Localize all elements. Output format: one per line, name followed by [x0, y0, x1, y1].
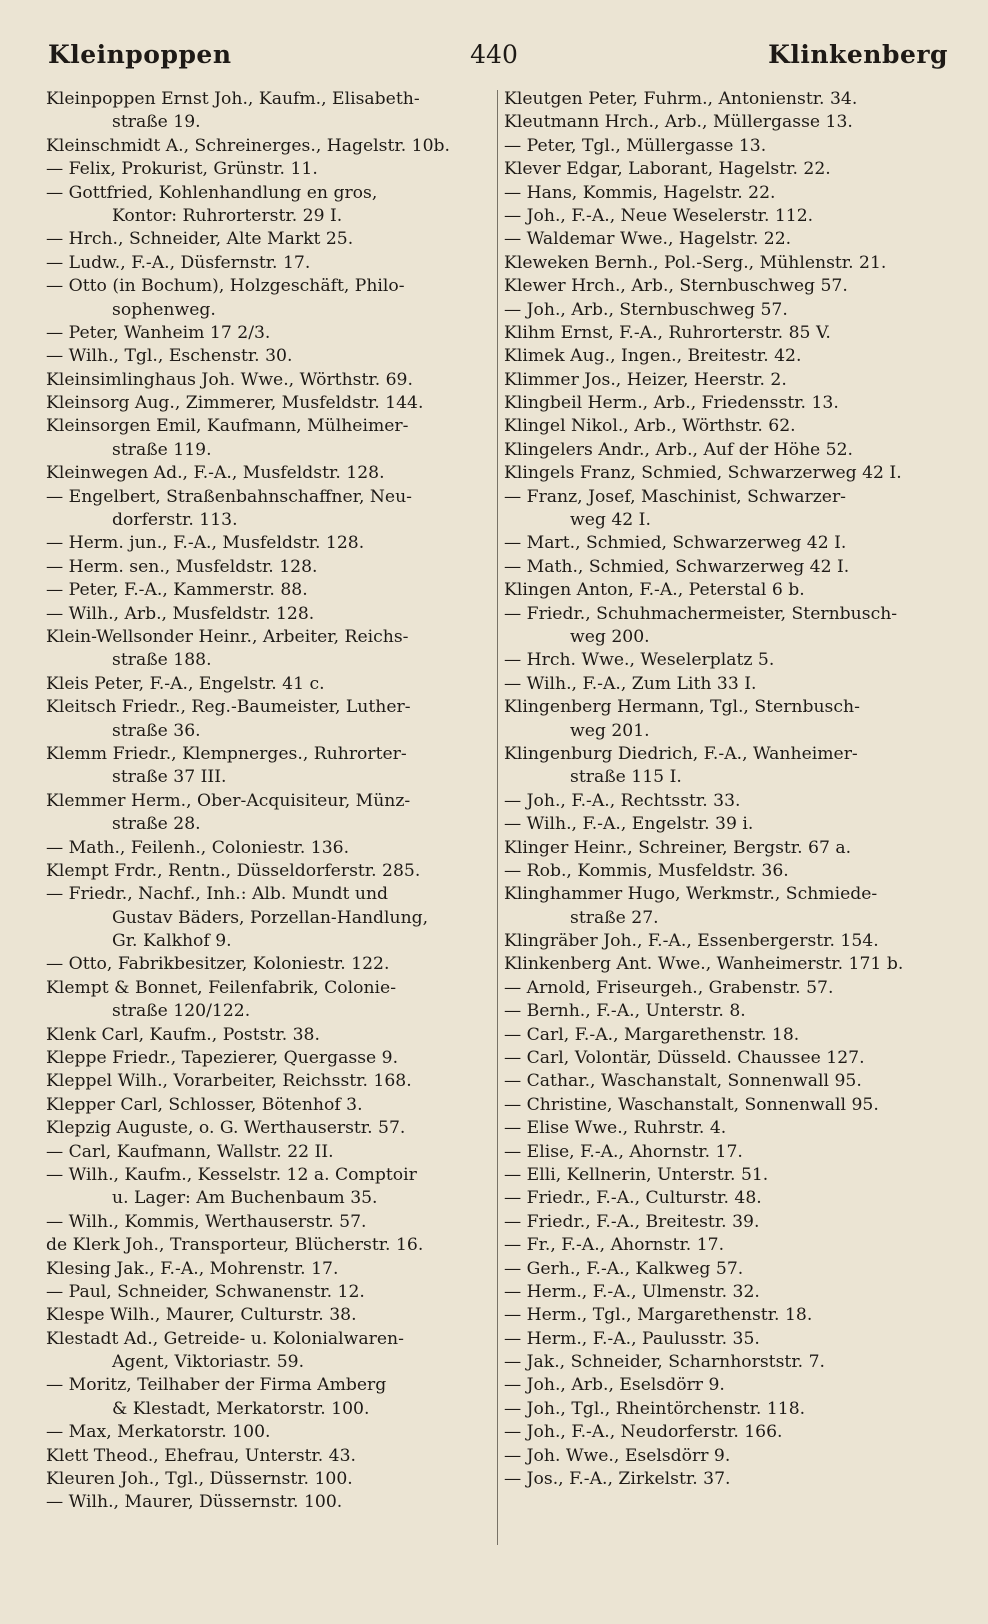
directory-entry-line: — Elise, F.-A., Ahornstr. 17.: [504, 1141, 743, 1162]
directory-entry-line: — Carl, Volontär, Düsseld. Chaussee 127.: [504, 1048, 865, 1069]
directory-entry-line: — Cathar., Waschanstalt, Sonnenwall 95.: [504, 1071, 862, 1092]
directory-entry-line: weg 201.: [570, 720, 650, 741]
directory-entry-line: — Otto (in Bochum), Holzgeschäft, Philo-: [46, 276, 405, 297]
directory-entry-line: — Elise Wwe., Ruhrstr. 4.: [504, 1118, 727, 1139]
directory-entry-line: — Joh., F.-A., Neue Weselerstr. 112.: [504, 205, 814, 226]
directory-entry-line: Klespe Wilh., Maurer, Culturstr. 38.: [46, 1305, 357, 1326]
directory-entry-line: Kleis Peter, F.-A., Engelstr. 41 c.: [46, 673, 325, 694]
page-header: [0, 40, 988, 80]
directory-entry-line: — Herm., F.-A., Ulmenstr. 32.: [504, 1281, 760, 1302]
directory-entry-line: — Math., Feilenh., Coloniestr. 136.: [46, 837, 350, 858]
directory-entry-line: Klever Edgar, Laborant, Hagelstr. 22.: [504, 159, 831, 180]
directory-entry-line: — Wilh., F.-A., Zum Lith 33 I.: [504, 673, 757, 694]
directory-entry-line: straße 19.: [112, 112, 201, 133]
directory-entry-line: Klemm Friedr., Klempnerges., Ruhrorter-: [46, 743, 407, 764]
directory-entry-line: — Bernh., F.-A., Unterstr. 8.: [504, 1001, 746, 1022]
directory-entry-line: & Klestadt, Merkatorstr. 100.: [112, 1398, 370, 1419]
directory-entry-line: straße 119.: [112, 439, 212, 460]
directory-entry-line: Agent, Viktoriastr. 59.: [112, 1352, 305, 1373]
directory-entry-line: Klingräber Joh., F.-A., Essenbergerstr. 154.: [504, 931, 879, 952]
directory-entry-line: — Christine, Waschanstalt, Sonnenwall 95.: [504, 1094, 879, 1115]
directory-entry-line: Klemmer Herm., Ober-Acquisiteur, Münz-: [46, 790, 411, 811]
directory-entry-line: — Gottfried, Kohlenhandlung en gros,: [46, 182, 378, 203]
directory-entry-line: straße 28.: [112, 814, 201, 835]
directory-entry-line: straße 115 I.: [570, 767, 682, 788]
directory-entry-line: — Elli, Kellnerin, Unterstr. 51.: [504, 1164, 769, 1185]
directory-entry-line: — Herm. jun., F.-A., Musfeldstr. 128.: [46, 533, 365, 554]
directory-entry-line: — Ludw., F.-A., Düsfernstr. 17.: [46, 252, 311, 273]
directory-entry-line: Klingbeil Herm., Arb., Friedensstr. 13.: [504, 393, 839, 414]
directory-entry-line: — Joh., F.-A., Rechtsstr. 33.: [504, 790, 741, 811]
directory-entry-line: Klinghammer Hugo, Werkmstr., Schmiede-: [504, 884, 878, 905]
directory-entry-line: Kleppel Wilh., Vorarbeiter, Reichsstr. 168.: [46, 1071, 412, 1092]
directory-entry-line: — Friedr., F.-A., Culturstr. 48.: [504, 1188, 762, 1209]
directory-entry-line: weg 200.: [570, 626, 650, 647]
directory-entry-line: Klimek Aug., Ingen., Breitestr. 42.: [504, 346, 802, 367]
directory-entry-line: — Hans, Kommis, Hagelstr. 22.: [504, 182, 776, 203]
directory-entry-line: Kontor: Ruhrorterstr. 29 I.: [112, 205, 343, 226]
directory-entry-line: Klepper Carl, Schlosser, Bötenhof 3.: [46, 1094, 363, 1115]
directory-entry-line: Kleinwegen Ad., F.-A., Musfeldstr. 128.: [46, 463, 385, 484]
directory-entry-line: Klinger Heinr., Schreiner, Bergstr. 67 a.: [504, 837, 852, 858]
directory-entry-line: Klingels Franz, Schmied, Schwarzerweg 42 I.: [504, 463, 902, 484]
directory-entry-line: Klestadt Ad., Getreide- u. Kolonialwaren-: [46, 1328, 404, 1349]
page-number: 440: [470, 40, 518, 69]
directory-entry-line: — Rob., Kommis, Musfeldstr. 36.: [504, 860, 789, 881]
directory-entry-line: Kleutgen Peter, Fuhrm., Antonienstr. 34.: [504, 89, 858, 109]
directory-entry-line: — Felix, Prokurist, Grünstr. 11.: [46, 159, 318, 180]
directory-entry-line: Klingel Nikol., Arb., Wörthstr. 62.: [504, 416, 796, 437]
directory-entry-line: Kleinschmidt A., Schreinerges., Hagelstr. 10b.: [46, 135, 450, 156]
directory-entry-line: Klewer Hrch., Arb., Sternbuschweg 57.: [504, 276, 848, 297]
directory-entry-line: Kleinsorgen Emil, Kaufmann, Mülheimer-: [46, 416, 409, 437]
directory-entry-line: Klingelers Andr., Arb., Auf der Höhe 52.: [504, 439, 854, 460]
directory-entry-line: — Wilh., Kaufm., Kesselstr. 12 a. Comptoir: [46, 1164, 417, 1185]
directory-entry-line: — Friedr., F.-A., Breitestr. 39.: [504, 1211, 760, 1232]
directory-entry-line: Gustav Bäders, Porzellan-Handlung,: [112, 907, 429, 928]
directory-entry-line: Kleppe Friedr., Tapezierer, Quergasse 9.: [46, 1048, 399, 1069]
directory-entry-line: Klimmer Jos., Heizer, Heerstr. 2.: [504, 369, 787, 390]
directory-entry-line: Klenk Carl, Kaufm., Poststr. 38.: [46, 1024, 320, 1045]
directory-entry-line: u. Lager: Am Buchenbaum 35.: [112, 1188, 378, 1209]
directory-entry-line: — Hrch., Schneider, Alte Markt 25.: [46, 229, 354, 250]
directory-entry-line: — Herm., F.-A., Paulusstr. 35.: [504, 1328, 760, 1349]
directory-entry-line: — Friedr., Nachf., Inh.: Alb. Mundt und: [46, 884, 389, 905]
directory-entry-line: — Jak., Schneider, Scharnhorststr. 7.: [504, 1352, 825, 1373]
directory-entry-line: — Carl, Kaufmann, Wallstr. 22 II.: [46, 1141, 334, 1162]
directory-entry-line: straße 27.: [570, 907, 659, 928]
directory-entry-line: — Peter, Tgl., Müllergasse 13.: [504, 135, 767, 156]
directory-entry-line: Kleinpoppen Ernst Joh., Kaufm., Elisabeth-: [46, 89, 420, 109]
directory-entry-line: — Peter, F.-A., Kammerstr. 88.: [46, 580, 308, 601]
directory-entry-line: — Fr., F.-A., Ahornstr. 17.: [504, 1235, 725, 1256]
directory-entry-line: Kleinsorg Aug., Zimmerer, Musfeldstr. 144.: [46, 393, 424, 414]
directory-entry-line: — Jos., F.-A., Zirkelstr. 37.: [504, 1469, 731, 1490]
directory-entry-line: — Wilh., Tgl., Eschenstr. 30.: [46, 346, 293, 367]
directory-entry-line: — Max, Merkatorstr. 100.: [46, 1422, 271, 1443]
directory-entry-line: straße 36.: [112, 720, 201, 741]
directory-entry-line: — Wilh., Maurer, Düssernstr. 100.: [46, 1492, 343, 1513]
directory-entry-line: Kleuren Joh., Tgl., Düssernstr. 100.: [46, 1469, 353, 1490]
column-divider: [497, 90, 498, 1545]
header-first-entry: Kleinpoppen: [48, 40, 232, 69]
directory-entry-line: — Gerh., F.-A., Kalkweg 57.: [504, 1258, 744, 1279]
directory-entry-line: Klingenberg Hermann, Tgl., Sternbusch-: [504, 697, 860, 718]
directory-entry-line: — Moritz, Teilhaber der Firma Amberg: [46, 1375, 387, 1396]
directory-entry-line: Gr. Kalkhof 9.: [112, 931, 232, 952]
directory-entry-line: — Friedr., Schuhmachermeister, Sternbusch-: [504, 603, 898, 624]
directory-entry-line: Klingen Anton, F.-A., Peterstal 6 b.: [504, 580, 805, 601]
directory-entry-line: — Joh., F.-A., Neudorferstr. 166.: [504, 1422, 783, 1443]
directory-entry-line: — Paul, Schneider, Schwanenstr. 12.: [46, 1281, 365, 1302]
directory-entry-line: — Herm., Tgl., Margarethenstr. 18.: [504, 1305, 813, 1326]
directory-entry-line: Kleweken Bernh., Pol.-Serg., Mühlenstr. 21.: [504, 252, 887, 273]
directory-entry-line: Kleitsch Friedr., Reg.-Baumeister, Luther-: [46, 697, 411, 718]
directory-entry-line: Klihm Ernst, F.-A., Ruhrorterstr. 85 V.: [504, 322, 831, 343]
directory-entry-line: — Wilh., Kommis, Werthauserstr. 57.: [46, 1211, 367, 1232]
directory-entry-line: — Arnold, Friseurgeh., Grabenstr. 57.: [504, 977, 834, 998]
directory-entry-line: — Hrch. Wwe., Weselerplatz 5.: [504, 650, 775, 671]
directory-entry-line: straße 188.: [112, 650, 212, 671]
directory-entry-line: Kleutmann Hrch., Arb., Müllergasse 13.: [504, 112, 853, 133]
directory-entry-line: Klinkenberg Ant. Wwe., Wanheimerstr. 171 b.: [504, 954, 904, 975]
directory-entry-line: — Wilh., Arb., Musfeldstr. 128.: [46, 603, 315, 624]
directory-entry-line: — Joh. Wwe., Eselsdörr 9.: [504, 1445, 731, 1466]
directory-entry-line: Klesing Jak., F.-A., Mohrenstr. 17.: [46, 1258, 339, 1279]
directory-entry-line: — Carl, F.-A., Margarethenstr. 18.: [504, 1024, 800, 1045]
directory-entry-line: — Engelbert, Straßenbahnschaffner, Neu-: [46, 486, 412, 507]
directory-entry-line: Klempt Frdr., Rentn., Düsseldorferstr. 285.: [46, 860, 421, 881]
directory-entry-line: sophenweg.: [112, 299, 216, 320]
directory-entry-line: dorferstr. 113.: [112, 510, 238, 531]
left-column: [46, 88, 486, 1515]
directory-entry-line: — Franz, Josef, Maschinist, Schwarzer-: [504, 486, 846, 507]
directory-entry-line: — Waldemar Wwe., Hagelstr. 22.: [504, 229, 792, 250]
directory-entry-line: Klingenburg Diedrich, F.-A., Wanheimer-: [504, 743, 858, 764]
right-column: [504, 88, 952, 1491]
directory-entry-line: — Joh., Arb., Sternbuschweg 57.: [504, 299, 788, 320]
header-last-entry: Klinkenberg: [768, 40, 948, 69]
directory-entry-line: — Herm. sen., Musfeldstr. 128.: [46, 556, 318, 577]
directory-entry-line: Klempt & Bonnet, Feilenfabrik, Colonie-: [46, 977, 397, 998]
directory-entry-line: weg 42 I.: [570, 510, 651, 531]
directory-entry-line: Klein-Wellsonder Heinr., Arbeiter, Reichs-: [46, 626, 409, 647]
directory-entry-line: straße 120/122.: [112, 1001, 251, 1022]
directory-entry-line: — Math., Schmied, Schwarzerweg 42 I.: [504, 556, 850, 577]
directory-entry-line: — Peter, Wanheim 17 2/3.: [46, 322, 271, 343]
directory-entry-line: straße 37 III.: [112, 767, 227, 788]
directory-entry-line: — Mart., Schmied, Schwarzerweg 42 I.: [504, 533, 847, 554]
directory-entry-line: — Joh., Tgl., Rheintörchenstr. 118.: [504, 1398, 806, 1419]
directory-entry-line: Klett Theod., Ehefrau, Unterstr. 43.: [46, 1445, 357, 1466]
directory-entry-line: — Joh., Arb., Eselsdörr 9.: [504, 1375, 725, 1396]
directory-entry-line: — Wilh., F.-A., Engelstr. 39 i.: [504, 814, 754, 835]
directory-entry-line: — Otto, Fabrikbesitzer, Koloniestr. 122.: [46, 954, 390, 975]
directory-entry-line: de Klerk Joh., Transporteur, Blücherstr. 16.: [46, 1235, 424, 1256]
directory-entry-line: Kleinsimlinghaus Joh. Wwe., Wörthstr. 69.: [46, 369, 413, 390]
directory-entry-line: Klepzig Auguste, o. G. Werthauserstr. 57.: [46, 1118, 406, 1139]
